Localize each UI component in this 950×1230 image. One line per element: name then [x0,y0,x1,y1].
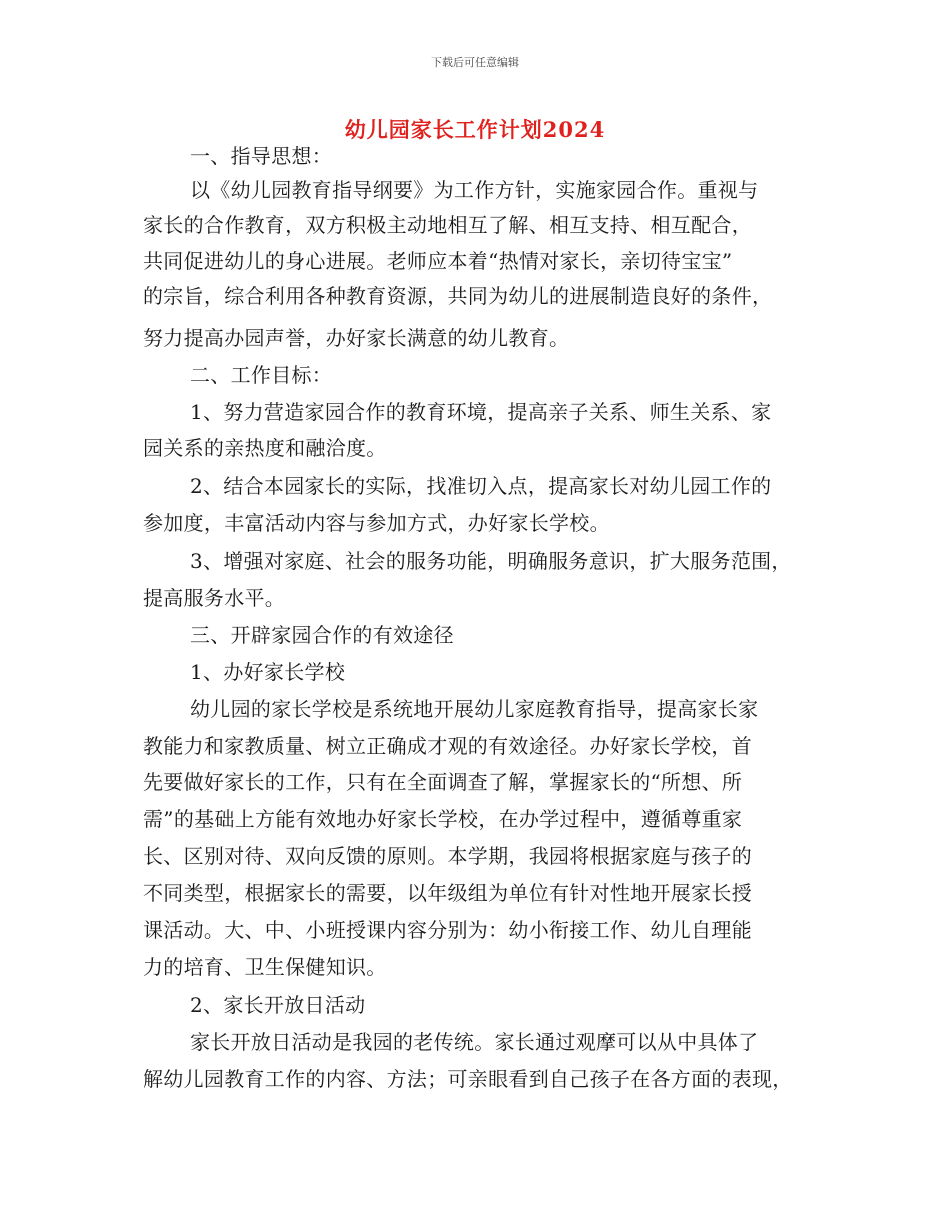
paragraph-line: 需”的基础上方能有效地办好家长学校，在办学过程中，遵循尊重家 [143,807,743,831]
paragraph-line: 长、区别对待、双向反馈的原则。本学期，我园将根据家庭与孩子的 [143,844,752,868]
heading-cooperation-channels: 三、开辟家园合作的有效途径 [190,623,454,647]
paragraph-line: 家长开放日活动是我园的老传统。家长通过观摩可以从中具体了 [190,1030,759,1054]
paragraph-line: 先要做好家长的工作，只有在全面调查了解，掌握家长的“所想、所 [143,770,743,794]
paragraph-line: 提高服务水平。 [143,586,286,610]
paragraph-line: 家长的合作教育，双方积极主动地相互了解、相互支持、相互配合， [143,213,752,237]
paragraph-line: 共同促进幼儿的身心进展。老师应本着“热情对家长，亲切待宝宝” [143,249,733,273]
paragraph-line: 园关系的亲热度和融洽度。 [143,436,387,460]
paragraph-line: 努力提高办园声誉，办好家长满意的幼儿教育。 [143,326,570,350]
paragraph-line: 解幼儿园教育工作的内容、方法；可亲眼看到自己孩子在各方面的表现， [143,1067,793,1091]
paragraph-line: 3、增强对家庭、社会的服务功能，明确服务意识，扩大服务范围， [190,549,792,573]
paragraph-line: 课活动。大、中、小班授课内容分别为：幼小衔接工作、幼儿自理能 [143,918,752,942]
heading-guiding-thought: 一、指导思想： [190,144,333,168]
paragraph-line: 力的培育、卫生保健知识。 [143,955,387,979]
paragraph-line: 以《幼儿园教育指导纲要》为工作方针，实施家园合作。重视与 [190,178,759,202]
subheading-open-day: 2、家长开放日活动 [190,993,366,1017]
paragraph-line: 幼儿园的家长学校是系统地开展幼儿家庭教育指导，提高家长家 [190,697,759,721]
header-note: 下载后可任意编辑 [431,56,519,69]
paragraph-line: 教能力和家教质量、树立正确成才观的有效途径。办好家长学校，首 [143,734,752,758]
paragraph-line: 不同类型，根据家长的需要，以年级组为单位有针对性地开展家长授 [143,881,752,905]
paragraph-line: 2、结合本园家长的实际，找准切入点，提高家长对幼儿园工作的 [190,474,772,498]
heading-work-goals: 二、工作目标： [190,363,333,387]
paragraph-line: 1、努力营造家园合作的教育环境，提高亲子关系、师生关系、家 [190,400,772,424]
subheading-parent-school: 1、办好家长学校 [190,660,346,684]
document-title: 幼儿园家长工作计划2024 [344,117,606,142]
paragraph-line: 参加度，丰富活动内容与参加方式，办好家长学校。 [143,511,610,535]
paragraph-line: 的宗旨，综合利用各种教育资源，共同为幼儿的进展制造良好的条件， [143,284,773,308]
